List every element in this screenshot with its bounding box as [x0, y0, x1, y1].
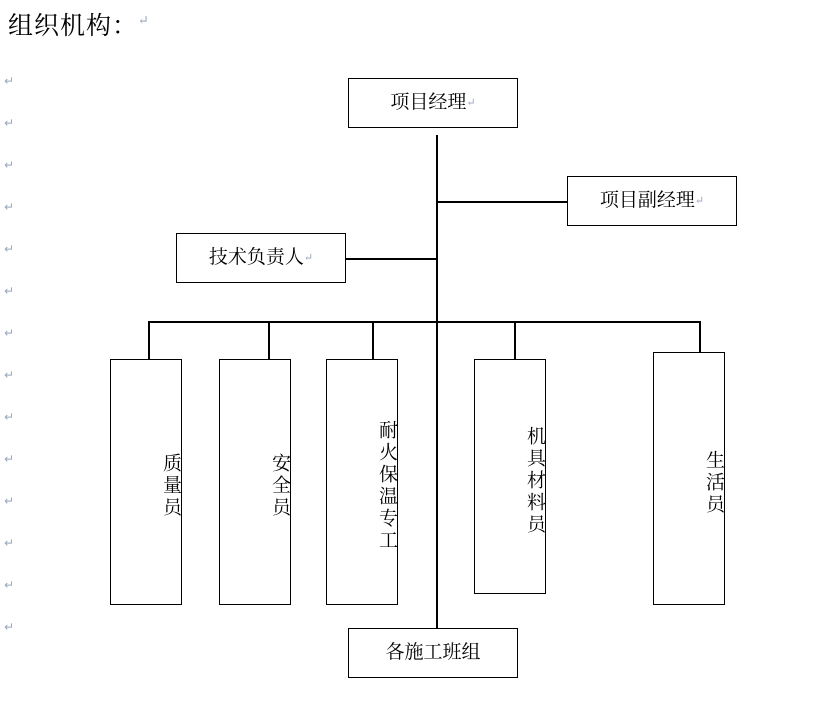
- paragraph-mark-icon: ↵: [4, 620, 15, 634]
- node-construction-teams[interactable]: [348, 628, 518, 678]
- paragraph-mark-icon: ↵: [4, 242, 15, 256]
- node-construction-teams-label: 各施工班组: [385, 641, 481, 663]
- paragraph-mark-icon: ↵: [4, 284, 15, 298]
- paragraph-mark-icon: ↵: [4, 74, 15, 88]
- node-equipment-material-clerk-label: 机具材料员: [524, 425, 545, 536]
- page-title: [8, 6, 150, 42]
- paragraph-mark-icon: ↵: [138, 12, 150, 28]
- node-fireproof-insulation-specialist-label: 耐火保温专工: [376, 420, 397, 552]
- node-quality-inspector[interactable]: [110, 359, 182, 605]
- node-safety-officer[interactable]: [219, 359, 291, 605]
- paragraph-mark-icon: ↵: [4, 452, 15, 466]
- node-project-manager-label: 项目经理: [390, 91, 467, 113]
- connector-drop-quality: [148, 321, 150, 359]
- node-fireproof-insulation-specialist[interactable]: [326, 359, 398, 605]
- connector-spine-vertical: [436, 135, 438, 628]
- paragraph-mark-icon: ↵: [4, 368, 15, 382]
- paragraph-mark-icon: ↵: [466, 96, 476, 109]
- node-project-manager[interactable]: [348, 78, 518, 128]
- node-quality-inspector-label: 质量员: [160, 453, 181, 519]
- paragraph-mark-icon: ↵: [4, 578, 15, 592]
- node-equipment-material-clerk[interactable]: [474, 359, 546, 594]
- connector-drop-fireproof: [372, 321, 374, 359]
- node-deputy-project-manager[interactable]: [567, 176, 737, 226]
- paragraph-mark-icon: ↵: [4, 494, 15, 508]
- node-life-services-officer-label: 生活员: [703, 449, 724, 516]
- connector-to-deputy-manager: [436, 201, 567, 203]
- node-technical-lead[interactable]: [176, 233, 346, 283]
- node-safety-officer-label: 安全员: [269, 453, 290, 519]
- paragraph-mark-icon: ↵: [4, 200, 15, 214]
- margin-paragraph-marks: [4, 60, 20, 648]
- node-deputy-project-manager-label: 项目副经理: [599, 189, 695, 211]
- paragraph-mark-icon: ↵: [4, 158, 15, 172]
- connector-drop-safety: [268, 321, 270, 359]
- connector-drop-material: [514, 321, 516, 359]
- connector-staff-bus-horizontal: [148, 321, 700, 323]
- page-title-text: 组织机构：: [8, 13, 139, 40]
- paragraph-mark-icon: ↵: [4, 326, 15, 340]
- paragraph-mark-icon: ↵: [4, 536, 15, 550]
- node-life-services-officer[interactable]: [653, 352, 725, 605]
- paragraph-mark-icon: ↵: [303, 251, 314, 264]
- paragraph-mark-icon: ↵: [4, 116, 15, 130]
- connector-to-technical-lead: [344, 258, 437, 260]
- paragraph-mark-icon: ↵: [694, 194, 705, 207]
- node-technical-lead-label: 技术负责人: [208, 246, 304, 268]
- paragraph-mark-icon: ↵: [4, 410, 15, 424]
